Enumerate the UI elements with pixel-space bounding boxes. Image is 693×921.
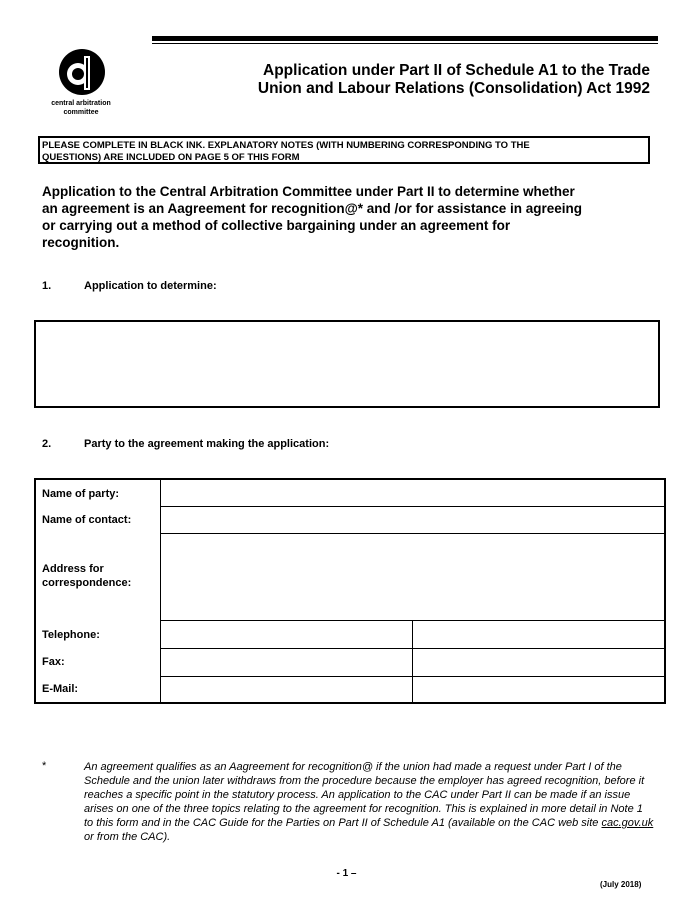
header-rule-thick [152, 36, 658, 41]
address-label-line2: correspondence: [42, 577, 132, 589]
cac-website-link[interactable]: cac.gov.uk [601, 817, 654, 829]
party-details-table [34, 478, 666, 704]
cac-logo-mark-icon [58, 48, 106, 96]
address-label-line1: Address for [42, 563, 104, 575]
header-rule-thin [152, 43, 658, 44]
email-field[interactable] [162, 678, 410, 702]
name-of-contact-label: Name of contact: [42, 514, 132, 526]
footnote-text [84, 760, 654, 844]
intro-line2: an agreement is an Aagreement for recognition@* and /or for assistance in agreeing [42, 201, 583, 216]
footnote-end: or from the CAC). [84, 831, 171, 843]
intro-line4: recognition. [42, 235, 120, 250]
intro-paragraph [42, 183, 662, 251]
telephone-field-2[interactable] [414, 622, 662, 647]
logo-line2: committee [63, 109, 99, 116]
fax-field[interactable] [162, 650, 410, 675]
notice-line1: PLEASE COMPLETE IN BLACK INK. EXPLANATORY NOTES (WITH NUMBERING CORRESPONDING TO THE [42, 140, 530, 151]
cac-logo [38, 44, 124, 120]
intro-line3: or carrying out a method of collective bargaining under an agreement for [42, 218, 511, 233]
application-to-determine-field[interactable] [34, 320, 660, 408]
page-number: - 1 – [336, 868, 357, 879]
footnote-body: An agreement qualifies as an Aagreement for recognition@ if the union had made a request under Part I of the Schedule and the union later withdraws from the procedure because the employer has agreed recognition, before it reaches a specific point in the statutory process. An application to the CAC under Part II can be made if an issue arises on one of the three topics relating to the agreement for recognition. This is explained in more detail in Note 1 to this form and in the CAC Guide for the Parties on Part II of Schedule A1 (available on the CAC web site [84, 761, 645, 829]
title-line2: Union and Labour Relations (Consolidation) Act 1992 [257, 80, 650, 97]
question-2-number: 2. [42, 438, 52, 450]
name-of-party-field[interactable] [162, 481, 662, 505]
fax-field-2[interactable] [414, 650, 662, 675]
name-of-contact-field[interactable] [162, 508, 662, 532]
footnote-marker: * [42, 760, 47, 772]
logo-line1: central arbitration [51, 100, 111, 107]
form-date: (July 2018) [600, 880, 642, 889]
form-title [150, 62, 650, 98]
instructions-notice [38, 136, 650, 164]
telephone-label: Telephone: [42, 629, 100, 641]
question-1-label: Application to determine: [84, 280, 217, 292]
telephone-field[interactable] [162, 622, 410, 647]
question-1-number: 1. [42, 280, 52, 292]
intro-line1: Application to the Central Arbitration Committee under Part II to determine whether [42, 184, 575, 199]
fax-label: Fax: [42, 656, 65, 668]
address-field[interactable] [162, 535, 662, 619]
logo-text [38, 99, 124, 117]
name-of-party-label: Name of party: [42, 488, 120, 500]
question-2-label: Party to the agreement making the application: [84, 438, 330, 450]
notice-line2: QUESTIONS) ARE INCLUDED ON PAGE 5 OF THIS FORM [42, 152, 300, 163]
email-field-2[interactable] [414, 678, 662, 702]
title-line1: Application under Part II of Schedule A1 to the Trade [263, 62, 650, 79]
address-label [42, 562, 131, 590]
email-label: E-Mail: [42, 683, 79, 695]
